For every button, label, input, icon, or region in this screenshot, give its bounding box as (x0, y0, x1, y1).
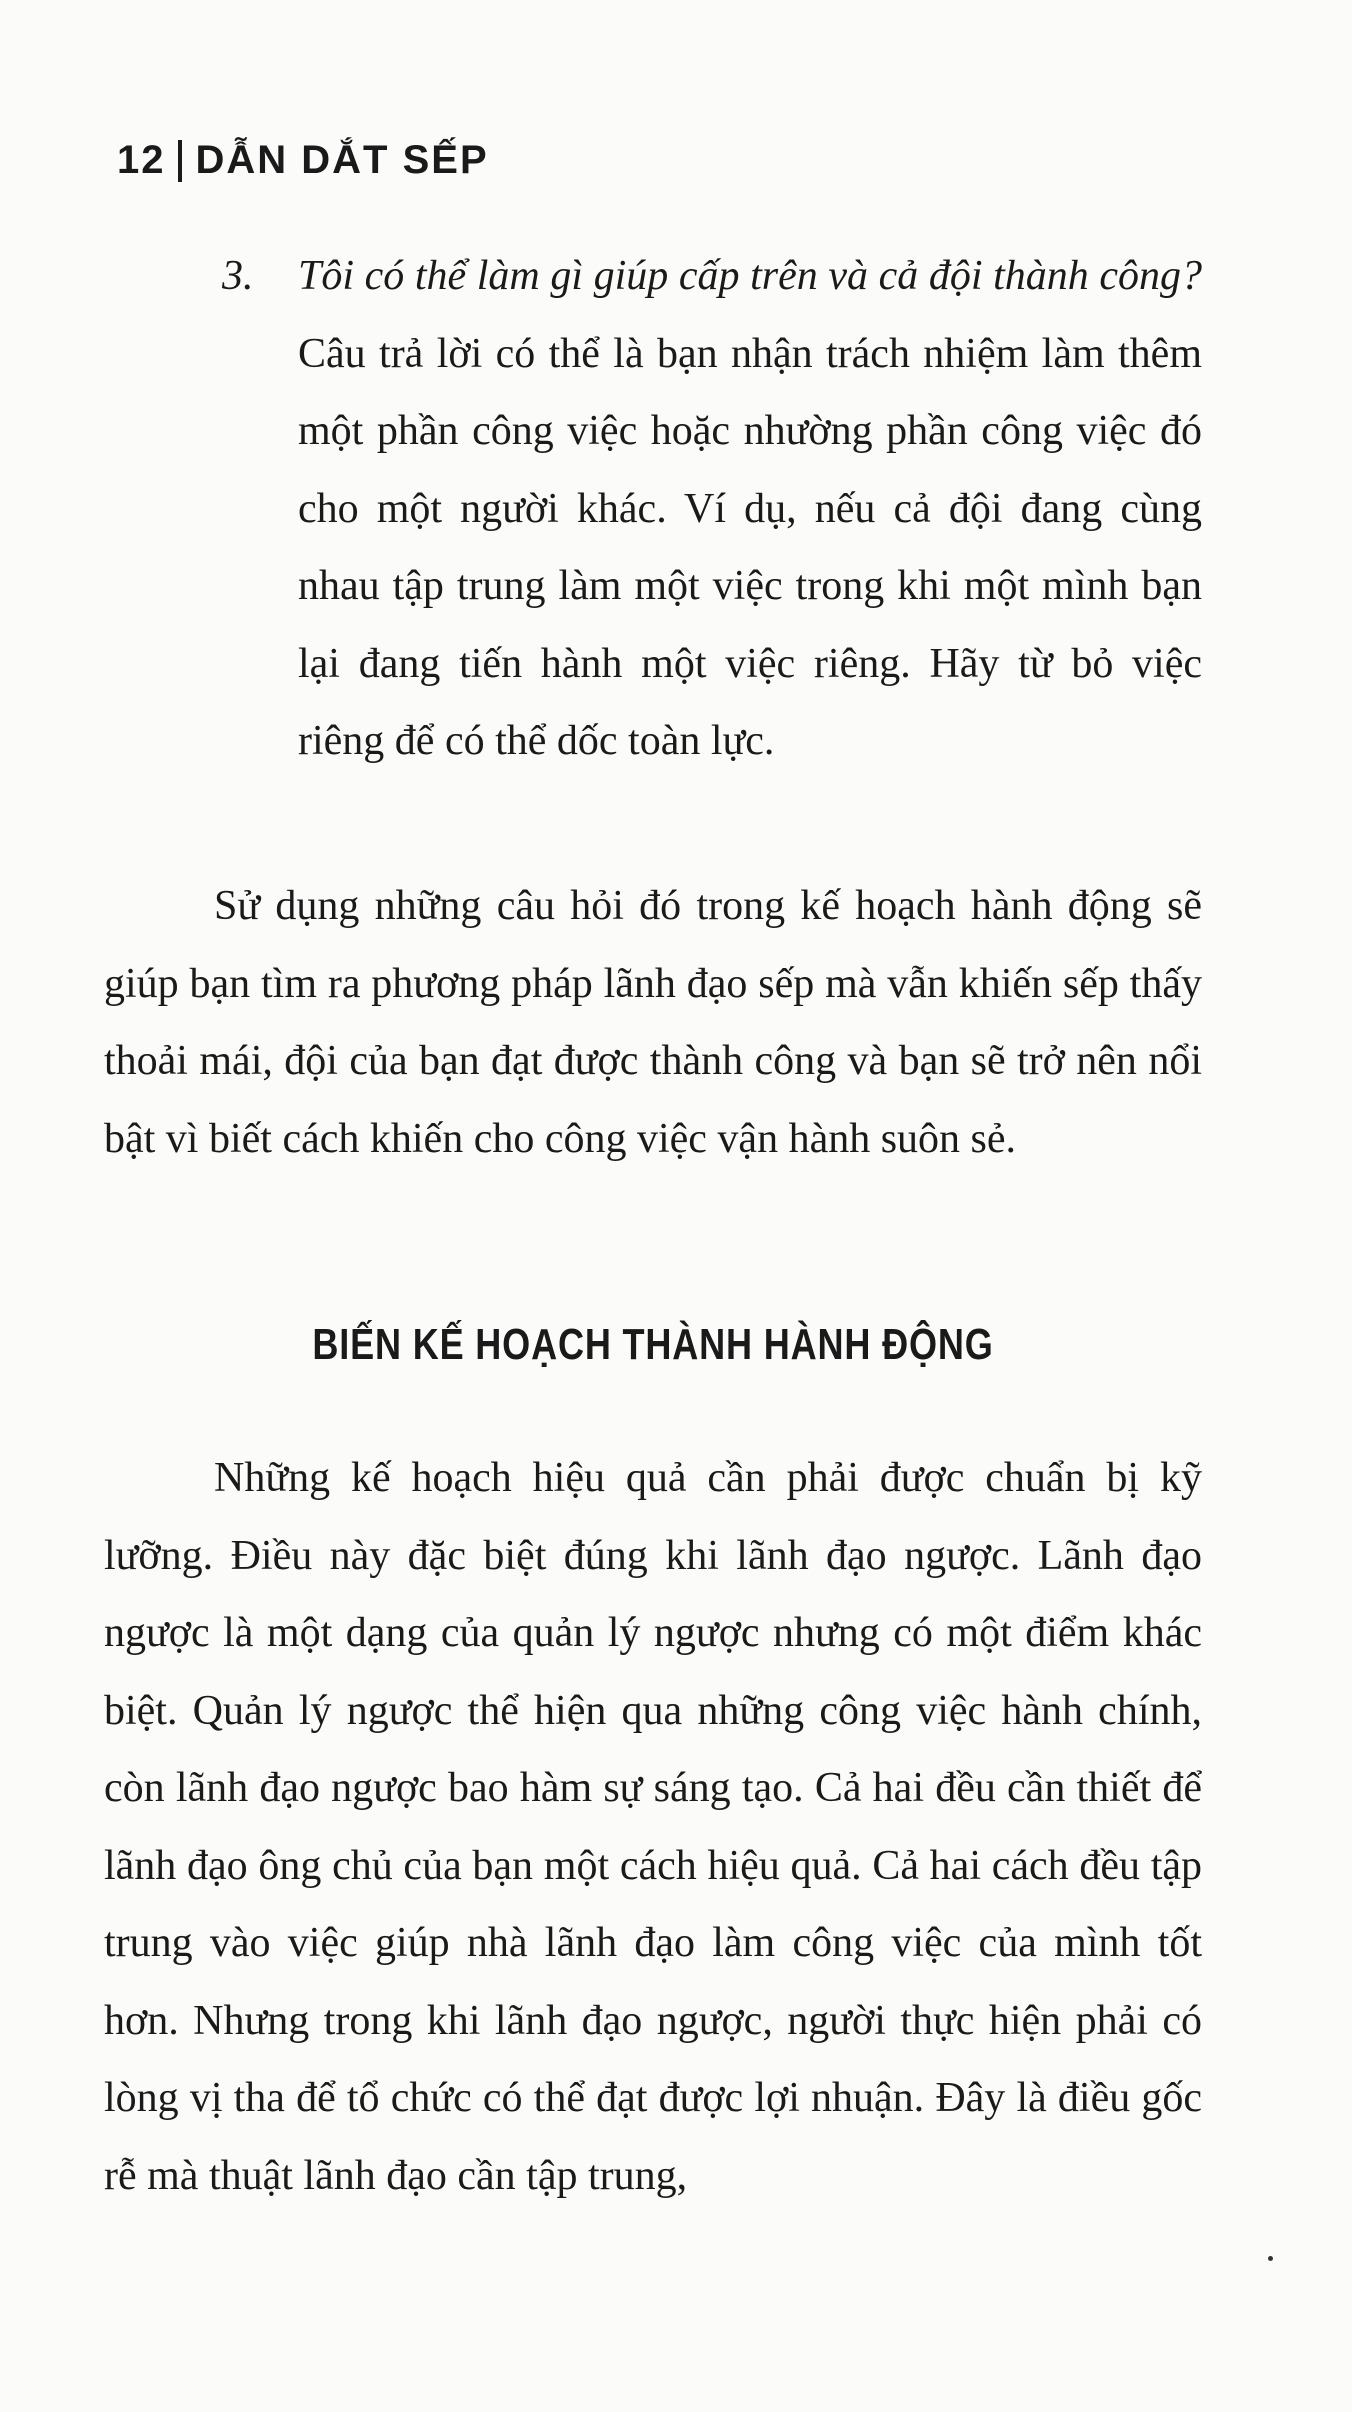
stray-mark (1268, 2256, 1273, 2261)
paragraph-1 (104, 868, 1202, 1178)
list-item-text: Câu trả lời có thể là bạn nhận trách nhiệm làm thêm một phần công việc hoặc nhường phần công việc đó cho một người khác. Ví dụ, nếu cả đội đang cùng nhau tập trung làm một việc trong khi một mình bạn lại đang tiến hành một việc riêng. Hãy từ bỏ việc riêng để có thể dốc toàn lực. (298, 330, 1202, 764)
list-item-question: Tôi có thể làm gì giúp cấp trên và cả đội thành công? (298, 253, 1202, 299)
paragraph-2 (104, 1440, 1202, 2215)
header-separator (178, 140, 182, 182)
section-heading: BIẾN KẾ HOẠCH THÀNH HÀNH ĐỘNG (312, 1320, 994, 1369)
paragraph-1-text: Sử dụng những câu hỏi đó trong kế hoạch hành động sẽ giúp bạn tìm ra phương pháp lãnh đạo sếp mà vẫn khiến sếp thấy thoải mái, đội của bạn đạt được thành công và bạn sẽ trở nên nổi bật vì biết cách khiến cho công việc vận hành suôn sẻ. (104, 883, 1202, 1162)
list-item-content (298, 238, 1202, 781)
running-header (117, 138, 489, 183)
list-item-number: 3. (222, 253, 254, 299)
numbered-list-item (222, 238, 1202, 781)
paragraph-2-text: Những kế hoạch hiệu quả cần phải được chuẩn bị kỹ lưỡng. Điều này đặc biệt đúng khi lãnh đạo ngược. Lãnh đạo ngược là một dạng của quản lý ngược nhưng có một điểm khác biệt. Quản lý ngược thể hiện qua những công việc hành chính, còn lãnh đạo ngược bao hàm sự sáng tạo. Cả hai đều cần thiết để lãnh đạo ông chủ của bạn một cách hiệu quả. Cả hai cách đều tập trung vào việc giúp nhà lãnh đạo làm công việc của mình tốt hơn. Nhưng trong khi lãnh đạo ngược, người thực hiện phải có lòng vị tha để tổ chức có thể đạt được lợi nhuận. Đây là điều gốc rễ mà thuật lãnh đạo cần tập trung, (104, 1455, 1202, 2199)
book-title: DẪN DẮT SẾP (195, 138, 489, 182)
page-number: 12 (117, 138, 166, 182)
